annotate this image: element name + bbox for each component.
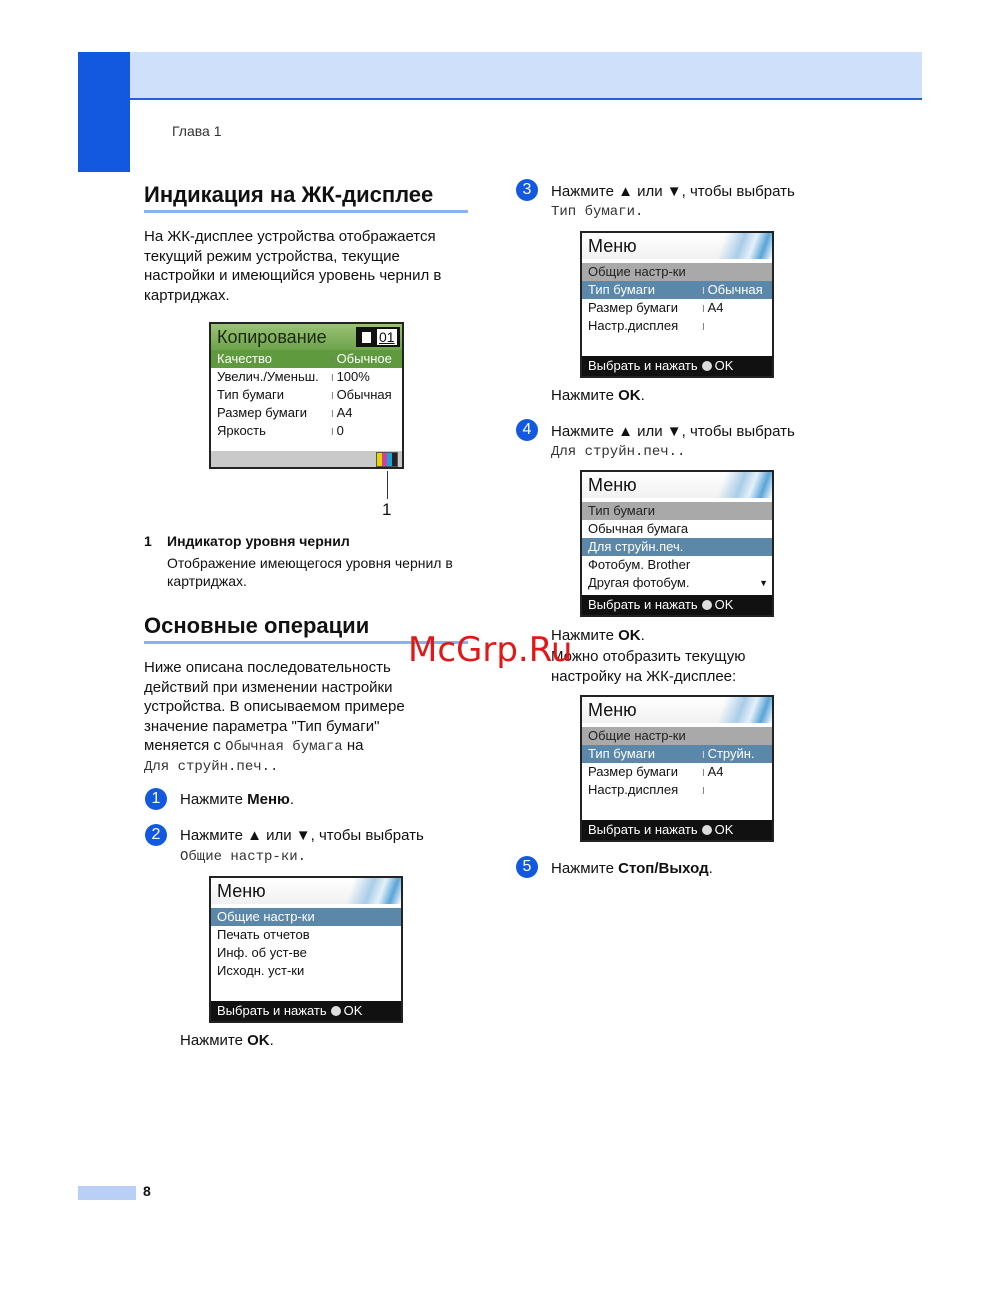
step4-after: Нажмите OK. <box>551 627 645 644</box>
step3-option: Тип бумаги. <box>551 204 644 220</box>
header-bar <box>130 52 922 100</box>
lcd-header: Общие настр-ки <box>582 263 772 281</box>
chapter-label: Глава 1 <box>172 123 222 139</box>
lcd-menu-screen <box>580 231 774 378</box>
step-number: 3 <box>516 179 538 201</box>
lcd-row: Тип бумаги I Обычная <box>582 281 772 299</box>
lcd-row: Яркость I 0 <box>211 422 402 440</box>
lcd-header: Тип бумаги <box>582 502 772 520</box>
lcd-row: Тип бумаги I Обычная <box>211 386 402 404</box>
chapter-tab <box>78 52 130 172</box>
lcd-title: Меню <box>582 233 772 259</box>
legend-number: 1 <box>144 533 152 549</box>
lcd-copy-screen <box>209 322 404 469</box>
lcd-row: Размер бумаги I A4 <box>582 299 772 317</box>
lcd-item: Исходн. уст-ки <box>217 963 305 978</box>
ok-button-icon <box>702 600 712 610</box>
step-number: 4 <box>516 419 538 441</box>
step-number: 1 <box>145 788 167 810</box>
legend-description: Отображение имеющегося уровня чернил в картриджах. <box>167 555 453 589</box>
lcd-copy-title: Копирование 01 <box>211 324 402 350</box>
page-number-bar <box>78 1186 136 1200</box>
lcd-row: Настр.дисплея I <box>582 781 772 799</box>
lcd-status-bar <box>211 451 402 467</box>
lcd-item: Печать отчетов <box>217 927 310 942</box>
step-number: 2 <box>145 824 167 846</box>
ok-button-icon <box>702 361 712 371</box>
lcd-menu-screen <box>209 876 403 1023</box>
scroll-down-icon: ▼ <box>759 578 768 588</box>
lcd-row: Размер бумаги I A4 <box>211 404 402 422</box>
copies-badge: 01 <box>356 327 400 347</box>
watermark: McGrp.Ru <box>408 630 573 670</box>
lcd-item: Обычная бумага <box>588 521 689 536</box>
document-icon <box>362 332 371 343</box>
step5-text: Нажмите Стоп/Выход. <box>551 860 713 877</box>
section-title-basic: Основные операции <box>144 613 370 638</box>
lcd-row: Тип бумаги I Струйн. <box>582 745 772 763</box>
lcd-title: Меню <box>582 472 772 498</box>
ok-button-icon <box>702 825 712 835</box>
ok-button-icon <box>331 1006 341 1016</box>
lcd-row: Размер бумаги I A4 <box>582 763 772 781</box>
section1-intro: На ЖК-дисплее устройства отображается текущий режим устройства, текущие настройки и имеющийся уровень чернил в картриджах. <box>144 228 442 304</box>
lcd-item: Общие настр-ки <box>211 908 401 926</box>
step4-option: Для струйн.печ.. <box>551 444 686 460</box>
lcd-title: Меню <box>211 878 401 904</box>
lcd-row: Увелич./Уменьш. I 100% <box>211 368 402 386</box>
ink-level-icon <box>376 452 398 467</box>
step3-text: Нажмите ▲ или ▼, чтобы выбрать <box>551 183 795 200</box>
step1-text: Нажмите Меню. <box>180 791 295 808</box>
step4-note: Можно отобразить текущую настройку на ЖК-дисплее: <box>551 648 746 685</box>
step2-text: Нажмите ▲ или ▼, чтобы выбрать <box>180 827 424 844</box>
section2-intro: Ниже описана последовательность действий при изменении настройки устройства. В описываемом примере значение параметра "Тип бумаги" меняется с Обычная бумага на Для струйн.печ.. <box>144 659 405 775</box>
lcd-row: Качество I Обычное <box>211 350 402 368</box>
lcd-header: Общие настр-ки <box>582 727 772 745</box>
callout-line <box>387 471 388 499</box>
lcd-menu-screen <box>580 695 774 842</box>
section-title-lcd: Индикация на ЖК-дисплее <box>144 182 434 207</box>
lcd-footer: Выбрать и нажать OK <box>582 820 772 840</box>
title-underline <box>144 210 468 213</box>
callout-number: 1 <box>382 500 392 519</box>
step2-after: Нажмите OK. <box>180 1032 274 1049</box>
lcd-row: Настр.дисплея I <box>582 317 772 335</box>
lcd-item: Инф. об уст-ве <box>217 945 307 960</box>
legend-title: Индикатор уровня чернил <box>167 533 350 549</box>
lcd-footer: Выбрать и нажать OK <box>211 1001 401 1021</box>
step-number: 5 <box>516 856 538 878</box>
step3-after: Нажмите OK. <box>551 387 645 404</box>
lcd-footer: Выбрать и нажать OK <box>582 595 772 615</box>
step4-text: Нажмите ▲ или ▼, чтобы выбрать <box>551 423 795 440</box>
lcd-title: Меню <box>582 697 772 723</box>
lcd-item: Фотобум. Brother <box>588 557 691 572</box>
lcd-footer: Выбрать и нажать OK <box>582 356 772 376</box>
step2-option: Общие настр-ки. <box>180 849 307 865</box>
lcd-menu-screen <box>580 470 774 617</box>
lcd-item: Другая фотобум. ▼ <box>588 575 768 590</box>
page-number: 8 <box>143 1183 151 1199</box>
lcd-item: Для струйн.печ. <box>582 538 772 556</box>
